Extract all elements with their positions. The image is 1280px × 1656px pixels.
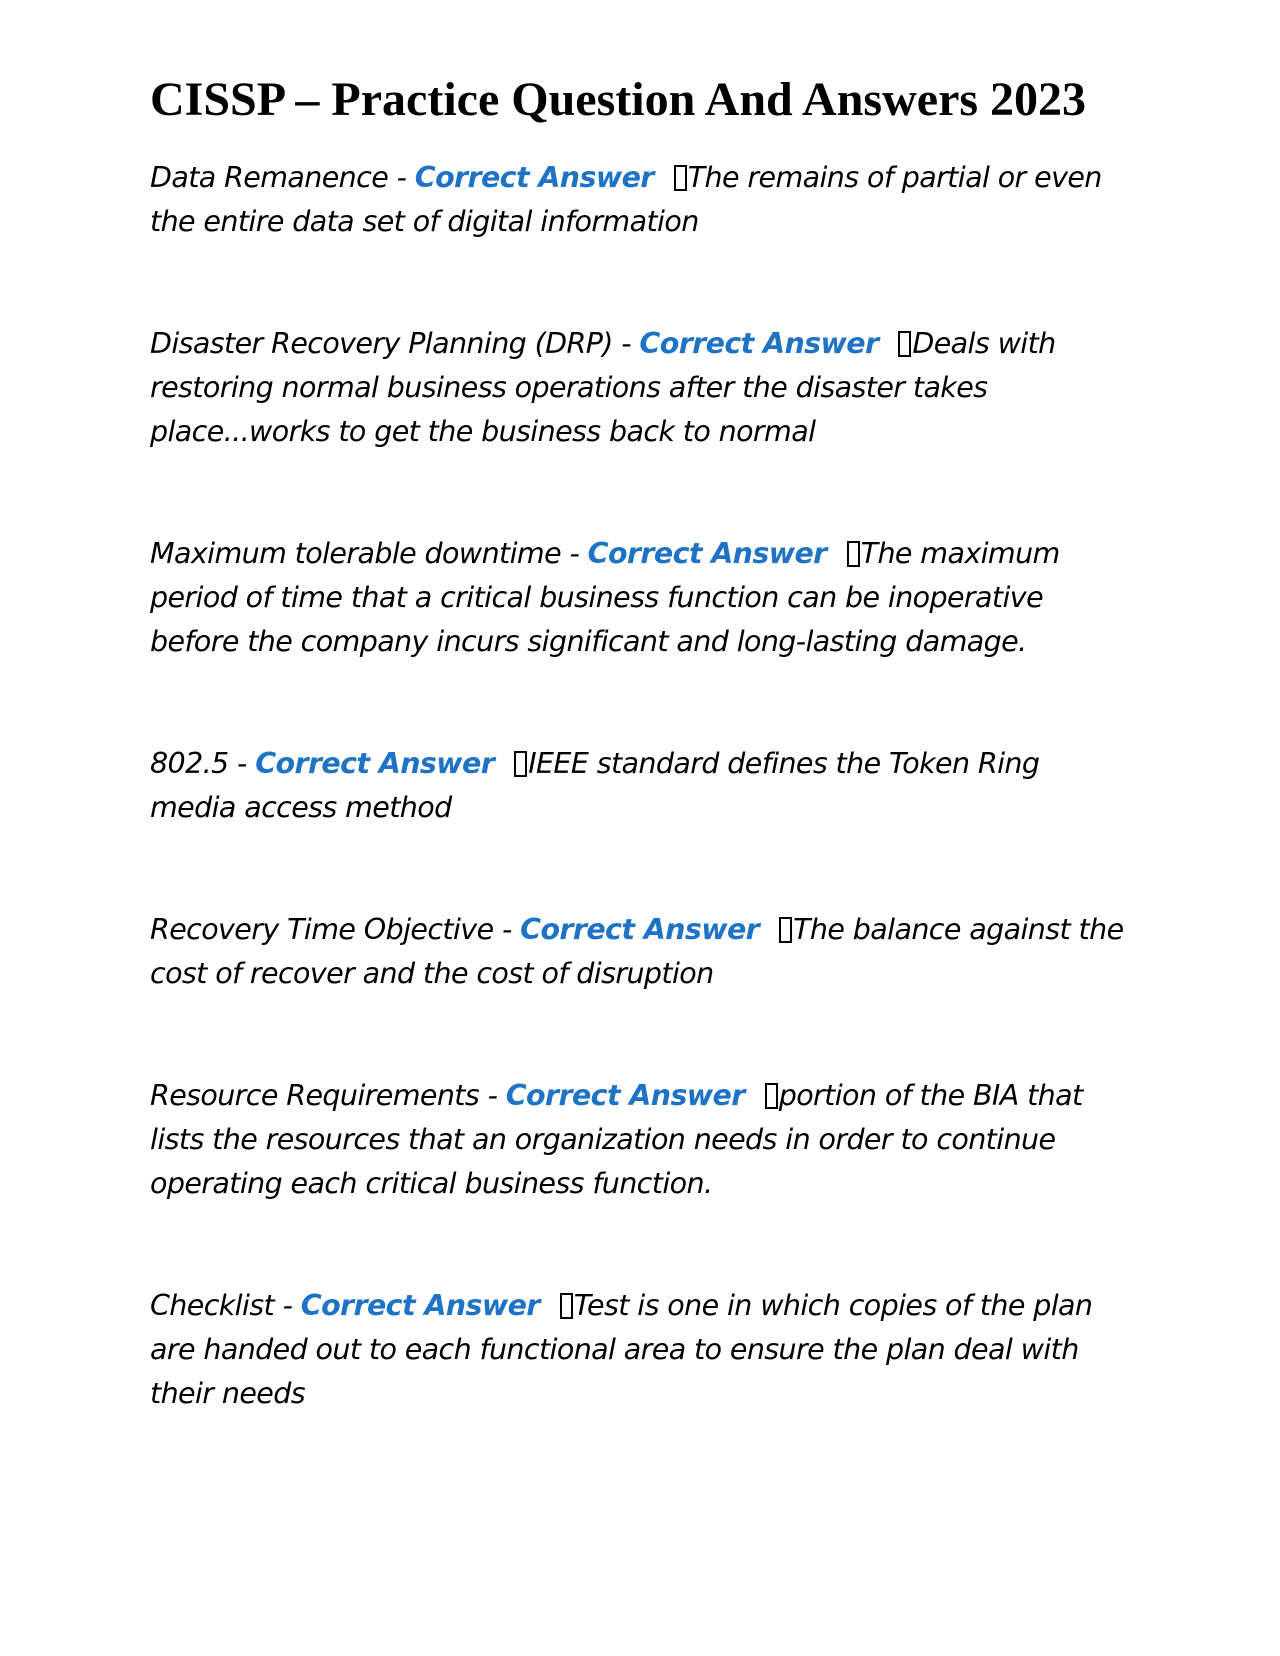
qa-entry — [150, 532, 1130, 664]
missing-glyph-icon — [514, 751, 527, 777]
entry-separator: - — [274, 1289, 301, 1322]
qa-entry — [150, 156, 1130, 244]
qa-entry — [150, 322, 1130, 454]
correct-answer-label: Correct Answer — [639, 327, 879, 360]
entry-definition: The balance against the cost of recover and the cost of disruption — [150, 913, 1124, 990]
entry-separator: - — [493, 913, 521, 946]
qa-entry — [150, 742, 1130, 830]
missing-glyph-icon — [898, 331, 911, 357]
entry-separator: - — [479, 1079, 506, 1112]
missing-glyph-icon — [674, 165, 687, 191]
entry-definition: IEEE standard defines the Token Ring media access method — [150, 747, 1040, 824]
entry-definition: The maximum period of time that a critical business function can be inoperative before the company incurs significant and long-lasting damage. — [150, 537, 1060, 658]
entry-definition: portion of the BIA that lists the resources that an organization needs in order to continue operating each critical business function. — [150, 1079, 1083, 1200]
qa-entry — [150, 1284, 1130, 1416]
correct-answer-label: Correct Answer — [520, 913, 760, 946]
document-page — [150, 72, 1130, 1494]
entry-term: Data Remanence — [150, 161, 389, 194]
entry-term: Maximum tolerable downtime — [150, 537, 562, 570]
document-title: CISSP – Practice Question And Answers 2023 — [150, 73, 1087, 126]
missing-glyph-icon — [560, 1293, 573, 1319]
missing-glyph-icon — [779, 917, 792, 943]
correct-answer-label: Correct Answer — [505, 1079, 745, 1112]
entry-term: Resource Requirements — [150, 1079, 480, 1112]
entry-definition: The remains of partial or even the entire data set of digital information — [150, 161, 1102, 238]
correct-answer-label: Correct Answer — [414, 161, 654, 194]
correct-answer-label: Correct Answer — [255, 747, 495, 780]
entry-separator: - — [228, 747, 256, 780]
correct-answer-label: Correct Answer — [587, 537, 827, 570]
qa-entry — [150, 908, 1130, 996]
entry-separator: - — [561, 537, 588, 570]
entry-term: Recovery Time Objective — [150, 913, 494, 946]
missing-glyph-icon — [765, 1083, 778, 1109]
entry-separator: - — [388, 161, 415, 194]
entry-separator: - — [612, 327, 640, 360]
correct-answer-label: Correct Answer — [300, 1289, 540, 1322]
missing-glyph-icon — [847, 541, 860, 567]
entry-term: Disaster Recovery Planning (DRP) — [150, 327, 613, 360]
qa-entry — [150, 1074, 1130, 1206]
entry-definition: Test is one in which copies of the plan are handed out to each functional area to ensure the plan deal with their needs — [150, 1289, 1093, 1410]
entry-term: Checklist — [150, 1289, 275, 1322]
entry-definition: Deals with restoring normal business operations after the disaster takes place...works to get the business back to normal — [150, 327, 1056, 448]
entry-term: 802.5 — [150, 747, 229, 780]
